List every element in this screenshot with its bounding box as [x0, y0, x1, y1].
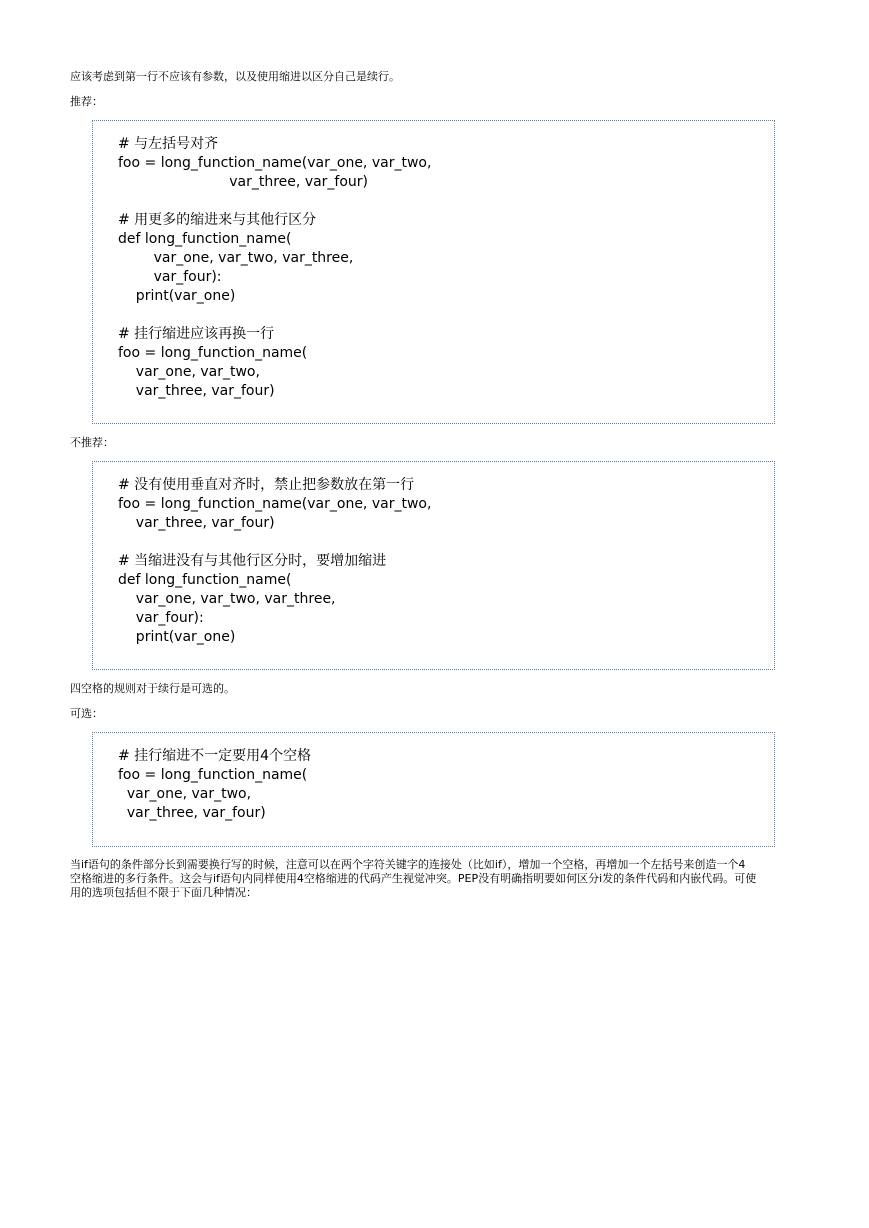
- code-line: var_four):: [118, 610, 204, 626]
- code-line: # 用更多的缩进来与其他行区分: [118, 212, 317, 228]
- code-line: [118, 306, 431, 325]
- code-line: [118, 533, 431, 552]
- code-line: var_one, var_two, var_three,: [118, 250, 354, 266]
- optional-label: 可选：: [70, 707, 103, 720]
- four-space-rule-paragraph: 四空格的规则对于续行是可选的。: [70, 682, 235, 695]
- code-line: var_four):: [118, 269, 222, 285]
- code-line: foo = long_function_name(var_one, var_two,: [118, 496, 432, 512]
- recommended-label: 推荐：: [70, 95, 103, 108]
- code-line: foo = long_function_name(var_one, var_two,: [118, 155, 432, 171]
- code-line: foo = long_function_name(: [118, 345, 308, 361]
- code-line: [118, 192, 431, 211]
- code-line: # 与左括号对齐: [118, 136, 219, 152]
- optional-code-lines: [118, 747, 311, 823]
- if-condition-paragraph-line: 用的选项包括但不限于下面几种情况：: [70, 886, 257, 899]
- code-line: var_three, var_four): [118, 383, 275, 399]
- code-line: var_three, var_four): [118, 515, 275, 531]
- code-line: foo = long_function_name(: [118, 767, 308, 783]
- recommended-code-lines: [118, 135, 431, 401]
- intro-paragraph: 应该考虑到第一行不应该有参数，以及使用缩进以区分自己是续行。: [70, 70, 400, 83]
- code-line: print(var_one): [118, 629, 236, 645]
- code-line: # 挂行缩进应该再换一行: [118, 326, 275, 342]
- code-line: # 挂行缩进不一定要用4个空格: [118, 748, 312, 764]
- code-line: # 没有使用垂直对齐时，禁止把参数放在第一行: [118, 477, 415, 493]
- not-recommended-code-lines: [118, 476, 431, 647]
- code-line: def long_function_name(: [118, 231, 292, 247]
- if-condition-paragraph-line: 当if语句的条件部分长到需要换行写的时候，注意可以在两个字符关键字的连接处（比如if），增加一个空格，再增加一个左括号来创造一个4: [70, 858, 746, 871]
- code-line: # 当缩进没有与其他行区分时，要增加缩进: [118, 553, 387, 569]
- code-line: print(var_one): [118, 288, 236, 304]
- optional-code-block: [92, 732, 775, 847]
- code-line: var_one, var_two,: [118, 364, 260, 380]
- code-line: var_one, var_two, var_three,: [118, 591, 336, 607]
- code-line: var_three, var_four): [118, 174, 369, 190]
- if-condition-paragraph-line: 空格缩进的多行条件。这会与if语句内同样使用4空格缩进的代码产生视觉冲突。PEP没有明确指明要如何区分i发的条件代码和内嵌代码。可使: [70, 872, 757, 885]
- code-line: def long_function_name(: [118, 572, 292, 588]
- not-recommended-code-block: [92, 461, 775, 670]
- code-line: var_three, var_four): [118, 805, 266, 821]
- not-recommended-label: 不推荐：: [70, 436, 114, 449]
- recommended-code-block: [92, 120, 775, 424]
- code-line: var_one, var_two,: [118, 786, 252, 802]
